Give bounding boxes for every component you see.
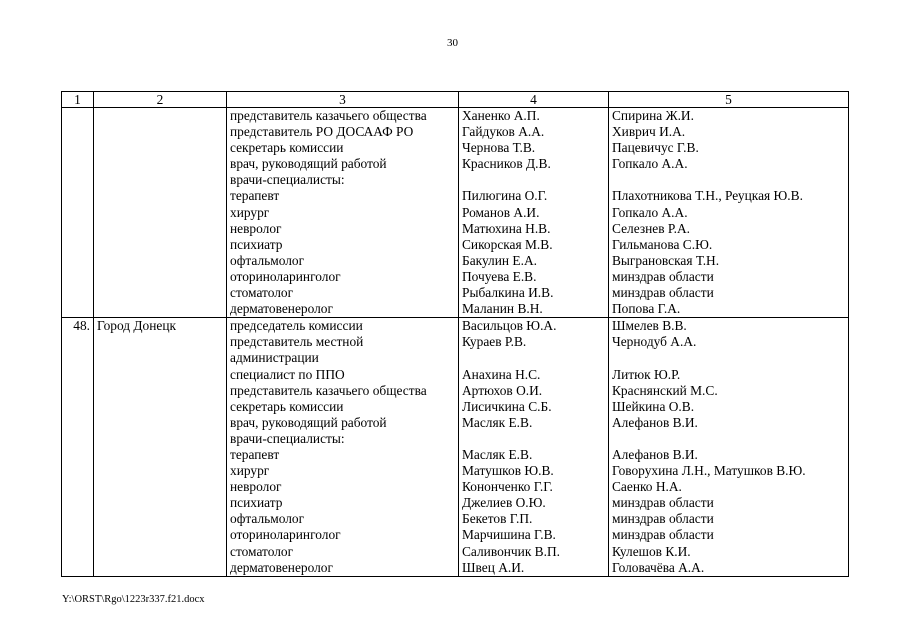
substitute-line: Шмелев В.В. xyxy=(612,318,687,334)
page-number: 30 xyxy=(447,37,458,49)
member-line: Васильцов Ю.А. xyxy=(462,318,557,334)
table-row xyxy=(62,108,849,318)
substitute-line: Говорухина Л.Н., Матушков В.Ю. xyxy=(612,463,806,479)
file-path: Y:\ORST\Rgo\1223r337.f21.docx xyxy=(62,594,205,605)
role-line: хирург xyxy=(230,204,270,220)
role-line: терапевт xyxy=(230,446,280,462)
role-line: врач, руководящий работой xyxy=(230,156,387,172)
role-cell xyxy=(227,318,459,577)
member-line: Швец А.И. xyxy=(462,559,525,575)
member-line: Саливончик В.П. xyxy=(462,543,560,559)
member-cell xyxy=(459,108,609,318)
column-header: 2 xyxy=(94,92,227,108)
substitute-line: минздрав области xyxy=(612,268,714,284)
member-line: Кононченко Г.Г. xyxy=(462,479,553,495)
member-line: Марчишина Г.В. xyxy=(462,527,556,543)
substitute-line: Хиврич И.А. xyxy=(612,124,686,140)
member-line: Джелиев О.Ю. xyxy=(462,495,546,511)
table-row xyxy=(62,318,849,577)
role-line: врачи-специалисты: xyxy=(230,172,345,188)
substitute-line xyxy=(612,431,845,447)
commission-table xyxy=(61,91,849,577)
member-line: Красников Д.В. xyxy=(462,156,551,172)
substitute-line: Спирина Ж.И. xyxy=(612,108,694,123)
role-line: невролог xyxy=(230,479,282,495)
role-line: специалист по ППО xyxy=(230,366,345,382)
member-line: Масляк Е.В. xyxy=(462,446,533,462)
substitute-line: Литюк Ю.Р. xyxy=(612,366,681,382)
substitute-line: Выграновская Т.Н. xyxy=(612,252,720,268)
substitute-line: минздрав области xyxy=(612,495,714,511)
column-header: 4 xyxy=(459,92,609,108)
substitute-line: Гопкало А.А. xyxy=(612,204,688,220)
substitute-cell xyxy=(609,318,849,577)
member-line: Лисичкина С.Б. xyxy=(462,398,552,414)
substitute-line: Пацевичус Г.В. xyxy=(612,140,699,156)
role-line: представитель РО ДОСААФ РО xyxy=(230,124,414,140)
column-header: 3 xyxy=(227,92,459,108)
substitute-line: Гопкало А.А. xyxy=(612,156,688,172)
substitute-cell xyxy=(609,108,849,318)
member-line: Анахина Н.С. xyxy=(462,366,541,382)
substitute-line: Алефанов В.И. xyxy=(612,446,698,462)
member-line xyxy=(462,431,605,447)
substitute-line: Гильманова С.Ю. xyxy=(612,236,713,252)
member-line: Сикорская М.В. xyxy=(462,236,553,252)
substitute-line: Шейкина О.В. xyxy=(612,398,695,414)
member-line: Кураев Р.В. xyxy=(462,334,527,350)
member-line: Пилюгина О.Г. xyxy=(462,188,548,204)
member-line: Ханенко А.П. xyxy=(462,108,540,123)
member-line xyxy=(462,350,605,366)
role-line: врач, руководящий работой xyxy=(230,414,387,430)
role-line: председатель комиссии xyxy=(230,318,363,334)
role-line: дерматовенеролог xyxy=(230,559,333,575)
substitute-line: Саенко Н.А. xyxy=(612,479,682,495)
role-line: психиатр xyxy=(230,495,283,511)
role-line: психиатр xyxy=(230,236,283,252)
role-line: оториноларинголог xyxy=(230,268,341,284)
substitute-line: Попова Г.А. xyxy=(612,301,681,317)
member-line: Чернова Т.В. xyxy=(462,140,536,156)
member-line: Масляк Е.В. xyxy=(462,414,533,430)
role-cell xyxy=(227,108,459,318)
role-line: стоматолог xyxy=(230,543,294,559)
substitute-line: Чернодуб А.А. xyxy=(612,334,697,350)
role-line: секретарь комиссии xyxy=(230,140,344,156)
substitute-line: Краснянский М.С. xyxy=(612,382,718,398)
member-line xyxy=(462,172,605,188)
substitute-line: Алефанов В.И. xyxy=(612,414,698,430)
member-line: Романов А.И. xyxy=(462,204,540,220)
member-line: Бекетов Г.П. xyxy=(462,511,533,527)
role-line: стоматолог xyxy=(230,285,294,301)
substitute-line: Плахотникова Т.Н., Реуцкая Ю.В. xyxy=(612,188,803,204)
role-line: секретарь комиссии xyxy=(230,398,344,414)
role-line: представитель казачьего общества xyxy=(230,108,427,123)
column-header: 5 xyxy=(609,92,849,108)
city-cell xyxy=(94,108,227,318)
role-line: офтальмолог xyxy=(230,252,305,268)
member-line: Матушков Ю.В. xyxy=(462,463,554,479)
table-header-row xyxy=(62,92,849,108)
member-line: Почуева Е.В. xyxy=(462,268,537,284)
substitute-line: Головачёва А.А. xyxy=(612,559,705,575)
role-line: представитель казачьего общества xyxy=(230,382,427,398)
substitute-line: Селезнев Р.А. xyxy=(612,220,691,236)
substitute-line: минздрав области xyxy=(612,511,714,527)
role-line: терапевт xyxy=(230,188,280,204)
role-line: невролог xyxy=(230,220,282,236)
member-line: Артюхов О.И. xyxy=(462,382,543,398)
member-cell xyxy=(459,318,609,577)
member-line: Гайдуков А.А. xyxy=(462,124,545,140)
member-line: Матюхина Н.В. xyxy=(462,220,551,236)
member-line: Рыбалкина И.В. xyxy=(462,285,554,301)
role-line: представитель местной xyxy=(230,334,364,350)
member-line: Бакулин Е.А. xyxy=(462,252,537,268)
member-line: Маланин В.Н. xyxy=(462,301,543,317)
row-number-cell xyxy=(62,108,94,318)
substitute-line: минздрав области xyxy=(612,527,714,543)
role-line: офтальмолог xyxy=(230,511,305,527)
role-line: администрации xyxy=(230,350,319,366)
substitute-line xyxy=(612,172,845,188)
role-line: хирург xyxy=(230,463,270,479)
column-header: 1 xyxy=(62,92,94,108)
row-number-cell: 48. xyxy=(62,318,94,577)
substitute-line: Кулешов К.И. xyxy=(612,543,691,559)
substitute-line: минздрав области xyxy=(612,285,714,301)
city-cell: Город Донецк xyxy=(94,318,227,577)
role-line: врачи-специалисты: xyxy=(230,430,345,446)
role-line: дерматовенеролог xyxy=(230,301,333,317)
role-line: оториноларинголог xyxy=(230,527,341,543)
substitute-line xyxy=(612,350,845,366)
